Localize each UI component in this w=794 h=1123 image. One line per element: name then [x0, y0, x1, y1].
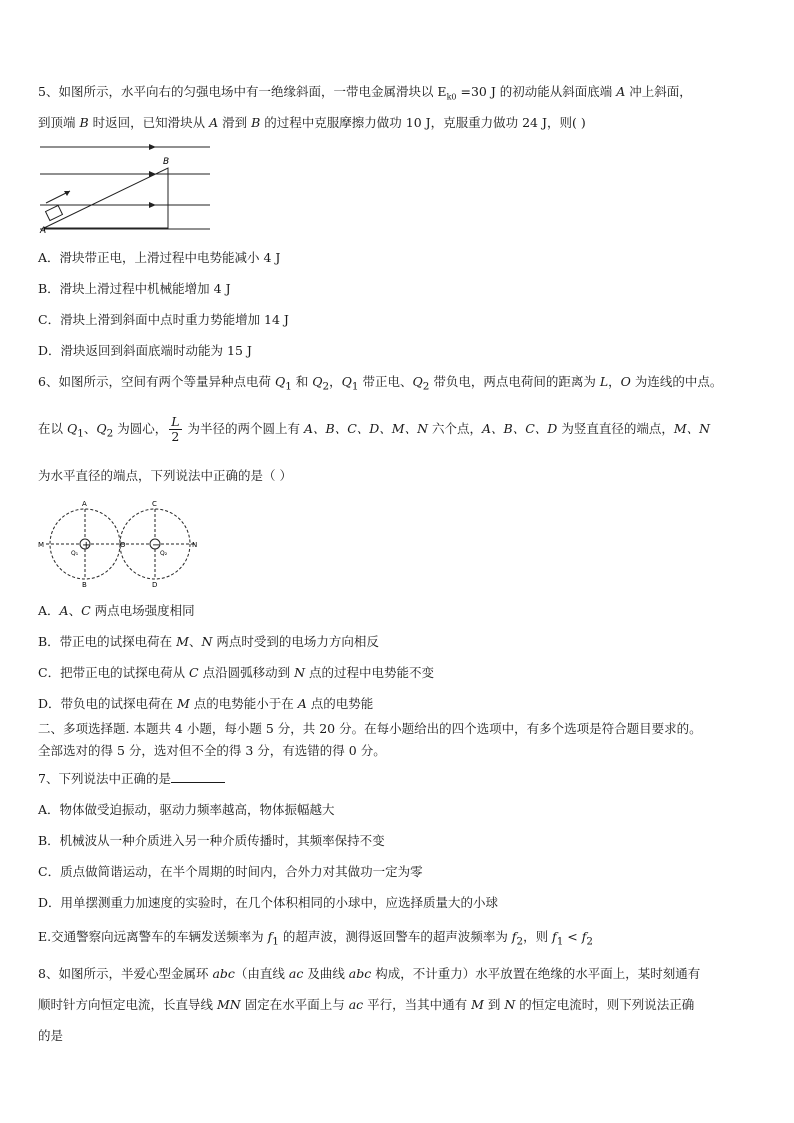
plus-sign: + [82, 540, 91, 551]
fig-label-b: B [82, 581, 87, 588]
q6-stem-line3: 为水平直径的端点，下列说法中正确的是（ ） [38, 468, 292, 483]
slider-block [46, 205, 63, 220]
q7-option-b[interactable]: B．机械波从一种介质进入另一种介质传播时，其频率保持不变 [38, 833, 385, 848]
q5-option-b[interactable]: B．滑块上滑过程中机械能增加 4 J [38, 281, 231, 296]
q6-option-c[interactable]: C．把带正电的试探电荷从 C 点沿圆弧移动到 N 点的过程中电势能不变 [38, 665, 434, 680]
q6-option-b[interactable]: B．带正电的试探电荷在 M、N 两点时受到的电场力方向相反 [38, 634, 379, 649]
q6-option-d[interactable]: D．带负电的试探电荷在 M 点的电势能小于在 A 点的电势能 [38, 696, 374, 711]
fig-label-b: B [163, 157, 170, 167]
q8-stem-line1: 8、如图所示，半爱心型金属环 abc（由直线 ac 及曲线 abc 构成，不计重力）水平放置在绝缘的水平面上，某时刻通有 [38, 966, 701, 981]
minus-sign: − [152, 540, 161, 551]
q5-stem-line2: 到顶端 B 时返回，已知滑块从 A 滑到 B 的过程中克服摩擦力做功 10 J，克服重力做功 24 J，则( ) [38, 115, 586, 130]
q7-option-d[interactable]: D．用单摆测重力加速度的实验时，在几个体积相同的小球中，应选择质量大的小球 [38, 895, 499, 910]
q5-option-a[interactable]: A．滑块带正电，上滑过程中电势能减小 4 J [38, 250, 281, 265]
q7-stem: 7、下列说法中正确的是 [38, 770, 225, 788]
q7-option-e[interactable]: E.交通警察向远离警车的车辆发送频率为 $f_1$ 的超声波，测得返回警车的超声波频率为 $f_2$，则 $f_1 < f_2$ [38, 929, 593, 948]
fig-label-o: O [120, 541, 126, 549]
q5-option-c[interactable]: C．滑块上滑到斜面中点时重力势能增加 14 J [38, 312, 289, 327]
q8-stem-line2: 顺时针方向恒定电流，长直导线 MN 固定在水平面上与 ac 平行，当其中通有 M 到 N 的恒定电流时，则下列说法正确 [38, 997, 695, 1012]
q5-option-d[interactable]: D．滑块返回到斜面底端时动能为 15 J [38, 343, 252, 358]
fig-label-q1: Q₁ [71, 550, 79, 557]
fig-label-n: N [192, 541, 198, 549]
q6-stem-line1: 6、如图所示，空间有两个等量异种点电荷 $Q_1$ 和 $Q_2$，$Q_1$ 带正电、$Q_2$ 带负电，两点电荷间的距离为 L，O 为连线的中点。 [38, 374, 723, 393]
q6-figure-circles [36, 496, 206, 588]
section2-instructions-line1: 二、多项选择题. 本题共 4 小题，每小题 5 分，共 20 分。在每小题给出的四个选项中，有多个选项是符合题目要求的。 [38, 721, 702, 736]
fig-label-m: M [38, 541, 45, 549]
answer-blank[interactable] [171, 770, 225, 783]
fig-label-a: A [40, 226, 47, 234]
q7-option-a[interactable]: A．物体做受迫振动，驱动力频率越高，物体振幅越大 [38, 802, 335, 817]
fig-label-a: A [82, 500, 87, 508]
q6-stem-line2: 在以 $Q_1$、$Q_2$ 为圆心， $\frac{L}{2}$ 为半径的两个圆上有 A、B、C、D、M、N 六个点，A、B、C、D 为竖直直径的端点，M、N [38, 414, 711, 444]
field-arrow-1 [149, 144, 156, 150]
fig-label-d: D [152, 581, 158, 588]
frac-l-over-2: $\frac{L}{2}$ [171, 414, 180, 444]
q6-option-a[interactable]: A．A、C 两点电场强度相同 [38, 603, 195, 618]
q5-stem-line1: 5、如图所示，水平向右的匀强电场中有一绝缘斜面，一带电金属滑块以 $E_{k0} =30$ J 的初动能从斜面底端 A 冲上斜面， [38, 84, 692, 102]
q8-stem-line3: 的是 [38, 1028, 64, 1043]
field-arrow-3 [149, 202, 156, 208]
q7-option-c[interactable]: C．质点做简谐运动，在半个周期的时间内，合外力对其做功一定为零 [38, 864, 423, 879]
field-arrow-2 [149, 171, 156, 177]
fig-label-q2: Q₂ [160, 550, 168, 557]
q5-figure-incline [36, 138, 216, 234]
section2-instructions-line2: 全部选对的得 5 分，选对但不全的得 3 分，有选错的得 0 分。 [38, 743, 386, 758]
fig-label-c: C [152, 500, 157, 508]
incline-triangle [44, 168, 168, 228]
